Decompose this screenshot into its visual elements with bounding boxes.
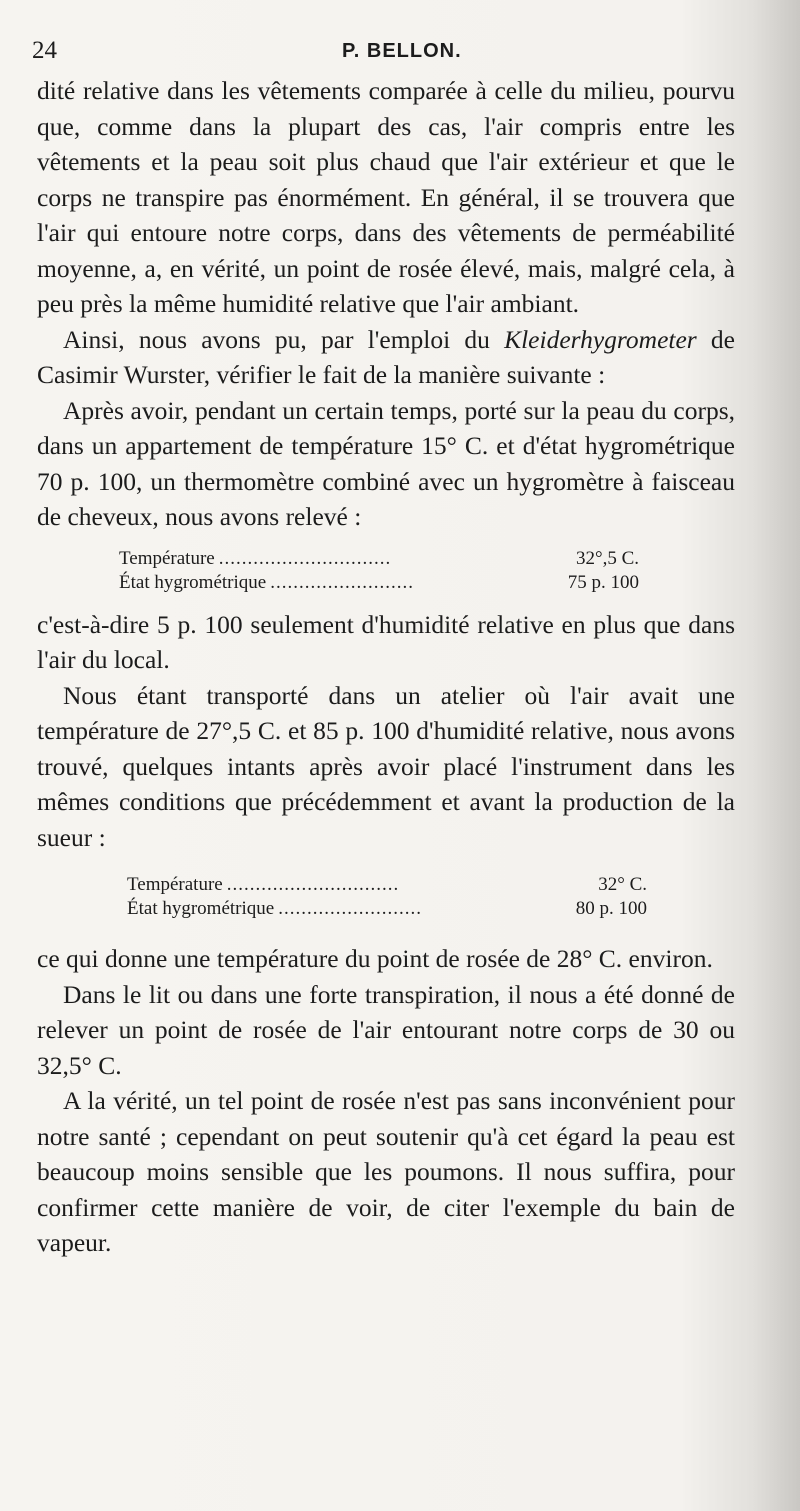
page-header (32, 36, 748, 66)
measurement-row (119, 571, 639, 595)
paragraph-7: Dans le lit ou dans une forte transpiration, il nous a été donné de relever un point de rosée de l'air entourant notre corps de 30 ou 32,5° C. (37, 979, 735, 1080)
paragraph-2-end: de Casimir Wurster, vérifier le fait de la manière suivante : (37, 324, 735, 389)
measurement-table-2 (127, 873, 647, 921)
running-head: P. BELLON. (342, 40, 462, 62)
dot-leader: ......................... (278, 898, 422, 919)
measurement-row (127, 897, 647, 921)
measurement-value: 32° C. (598, 874, 647, 895)
page-number: 24 (32, 37, 57, 64)
measurement-row (127, 873, 647, 897)
dot-leader: .............................. (218, 547, 392, 569)
body-text (37, 73, 735, 1261)
measurement-label: Température (127, 874, 223, 895)
measurement-value: 32°,5 C. (575, 547, 639, 569)
instrument-name: Kleiderhygrometer (504, 324, 697, 354)
measurement-label: État hygrométrique (127, 898, 275, 919)
paragraph-2 (37, 322, 735, 393)
dot-leader: ......................... (270, 571, 414, 593)
paragraph-5: Nous étant transporté dans un atelier où l'air avait une température de 27°,5 C. et 85 p. 100 d'humidité relative, nous avons trouvé, quelques intants après avoir placé l'instrument dans les mêmes conditions que précédemment et avant la production de la sueur : (37, 680, 735, 852)
paragraph-4: c'est-à-dire 5 p. 100 seulement d'humidité relative en plus que dans l'air du local. (37, 609, 735, 674)
measurement-table-1 (119, 547, 639, 595)
paragraph-6: ce qui donne une température du point de rosée de 28° C. environ. (37, 944, 713, 973)
paragraph-3: Après avoir, pendant un certain temps, porté sur la peau du corps, dans un appartement de température 15° C. et d'état hygrométrique 70 p. 100, un thermomètre combiné avec un hygromètre à faisceau de cheveux, nous avons relevé : (37, 395, 735, 531)
paragraph-1: dité relative dans les vêtements comparée à celle du milieu, pourvu que, comme dans la plupart des cas, l'air compris entre les vêtements et la peau soit plus chaud que l'air extérieur et que le corps ne transpire pas énormément. En général, il se trouvera que l'air qui entoure notre corps, dans des vêtements de perméabilité moyenne, a, en vérité, un point de rosée élevé, mais, malgré cela, à peu près la même humidité relative que l'air ambiant. (37, 76, 735, 318)
measurement-label: État hygrométrique (119, 571, 267, 593)
measurement-value: 75 p. 100 (567, 571, 639, 593)
dot-leader: .............................. (226, 874, 400, 895)
paragraph-2-start: Ainsi, nous avons pu, par l'emploi du (63, 324, 505, 354)
measurement-label: Température (119, 547, 215, 569)
measurement-value: 80 p. 100 (575, 898, 647, 919)
paragraph-8: A la vérité, un tel point de rosée n'est pas sans inconvénient pour notre santé ; cependant on peut soutenir qu'à cet égard la peau est beaucoup moins sensible que les poumons. Il nous suffira, pour confirmer cette manière de voir, de citer l'exemple du bain de vapeur. (37, 1086, 735, 1257)
measurement-row (119, 547, 639, 571)
